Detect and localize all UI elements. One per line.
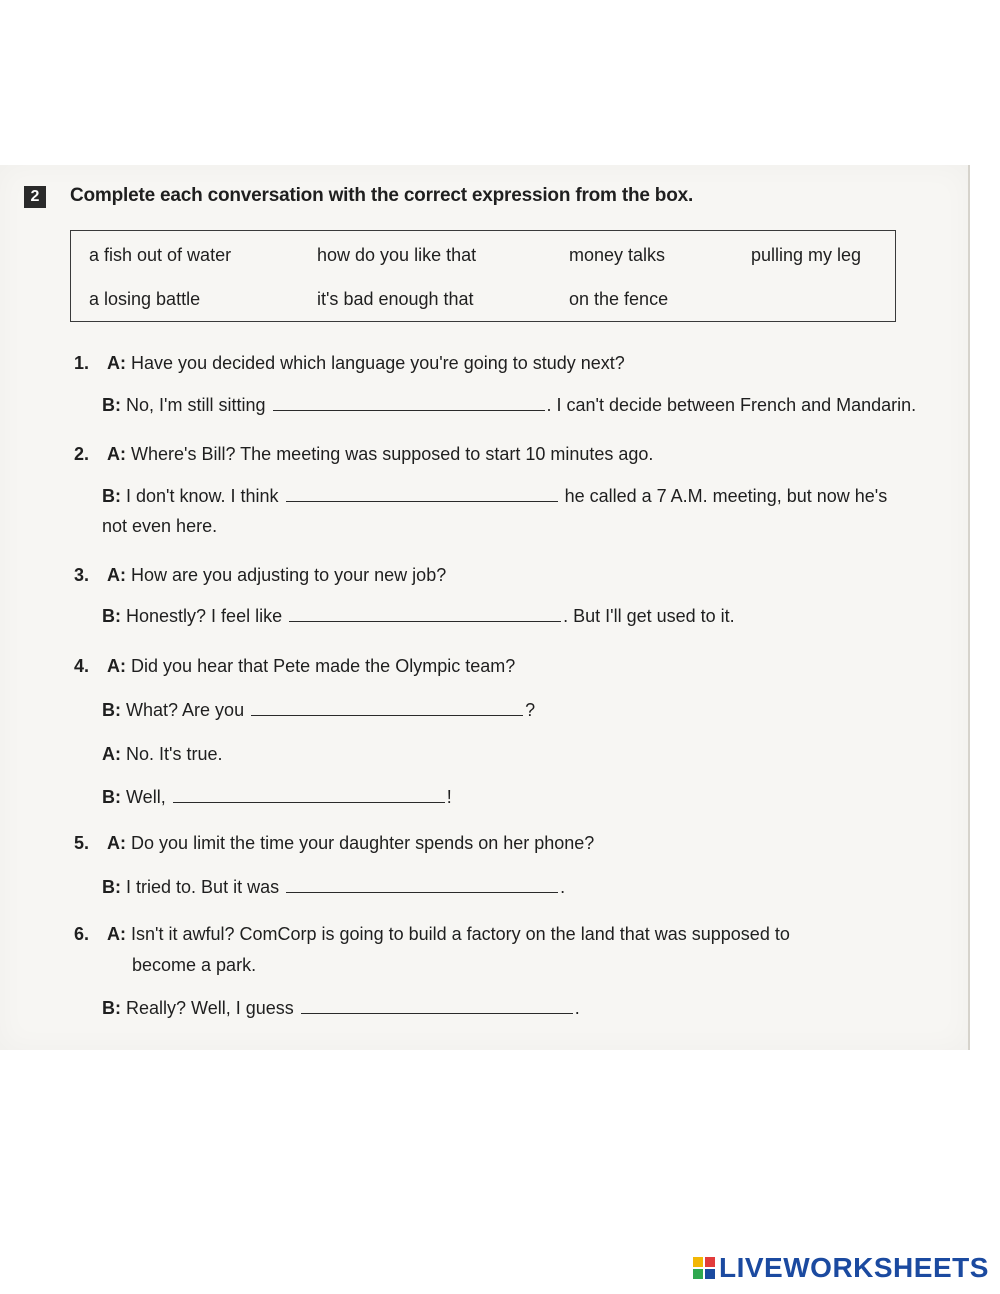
item-3-line-a [74, 565, 446, 586]
expression: money talks [569, 245, 666, 265]
answer-blank[interactable] [289, 607, 561, 622]
exercise-number-badge: 2 [24, 186, 46, 208]
answer-blank[interactable] [286, 878, 558, 893]
answer-blank[interactable] [286, 487, 558, 502]
speaker-a-label: A: [107, 444, 127, 464]
item-number: 2. [74, 444, 90, 464]
line-text: I tried to. But it was [126, 877, 280, 897]
line-text: What? Are you [126, 700, 245, 720]
answer-blank[interactable] [173, 788, 445, 803]
speaker-a-label: A: [107, 565, 127, 585]
line-text: I don't know. I think [126, 486, 279, 506]
item-1-line-a [74, 353, 625, 374]
expression: a losing battle [89, 289, 201, 309]
line-text: . But I'll get used to it. [563, 606, 735, 626]
item-number: 5. [74, 833, 90, 853]
line-text: Did you hear that Pete made the Olympic team? [131, 656, 516, 676]
item-4-line-b [102, 700, 535, 721]
item-2-line-b-cont [102, 516, 217, 537]
line-text: ! [446, 787, 452, 807]
speaker-b-label: B: [102, 395, 121, 415]
expression: it's bad enough that [317, 289, 474, 309]
item-number: 6. [74, 924, 90, 944]
speaker-a-label: A: [102, 744, 121, 764]
item-2-line-a [74, 444, 653, 465]
line-text: become a park. [132, 955, 257, 975]
item-5-line-a [74, 833, 594, 854]
line-text: Isn't it awful? ComCorp is going to build a factory on the land that was supposed to [131, 924, 790, 944]
answer-blank[interactable] [251, 701, 523, 716]
item-3-line-b [102, 606, 735, 627]
line-text: . I can't decide between French and Mandarin. [546, 395, 917, 415]
item-6-line-a [74, 924, 790, 945]
line-text: not even here. [102, 516, 218, 536]
line-text: Where's Bill? The meeting was supposed to start 10 minutes ago. [131, 444, 654, 464]
speaker-b-label: B: [102, 606, 121, 626]
item-5-line-b [102, 877, 565, 898]
speaker-a-label: A: [107, 353, 127, 373]
expression: pulling my leg [751, 245, 862, 265]
expression-box [70, 230, 896, 322]
line-text: Really? Well, I guess [126, 998, 294, 1018]
expression: on the fence [569, 289, 669, 309]
item-4-line-a [74, 656, 515, 677]
speaker-a-label: A: [107, 924, 127, 944]
speaker-b-label: B: [102, 700, 121, 720]
liveworksheets-footer[interactable] [693, 1252, 989, 1284]
item-2-line-b [102, 486, 887, 507]
liveworksheets-brand: LIVEWORKSHEETS [719, 1252, 989, 1283]
speaker-b-label: B: [102, 787, 121, 807]
line-text: Honestly? I feel like [126, 606, 283, 626]
speaker-a-label: A: [107, 833, 127, 853]
speaker-b-label: B: [102, 877, 121, 897]
speaker-b-label: B: [102, 998, 121, 1018]
line-text: Have you decided which language you're going to study next? [131, 353, 625, 373]
line-text: Do you limit the time your daughter spends on her phone? [131, 833, 595, 853]
line-text: How are you adjusting to your new job? [131, 565, 447, 585]
item-4-line-b2 [102, 787, 452, 808]
item-6-line-a-cont [132, 955, 256, 976]
line-text: No. It's true. [126, 744, 223, 764]
item-4-line-a2 [102, 744, 222, 765]
item-6-line-b [102, 998, 580, 1019]
item-number: 1. [74, 353, 90, 373]
item-number: 4. [74, 656, 90, 676]
line-text: . [574, 998, 580, 1018]
line-text: . [560, 877, 566, 897]
line-text: he called a 7 A.M. meeting, but now he's [564, 486, 888, 506]
line-text: No, I'm still sitting [126, 395, 266, 415]
item-number: 3. [74, 565, 90, 585]
answer-blank[interactable] [273, 396, 545, 411]
expression: how do you like that [317, 245, 477, 265]
liveworksheets-logo-icon [693, 1257, 715, 1279]
speaker-a-label: A: [107, 656, 127, 676]
item-1-line-b [102, 395, 916, 416]
expression: a fish out of water [89, 245, 232, 265]
exercise-instruction: Complete each conversation with the correct expression from the box. [70, 185, 694, 206]
line-text: Well, [126, 787, 166, 807]
line-text: ? [525, 700, 536, 720]
speaker-b-label: B: [102, 486, 121, 506]
answer-blank[interactable] [301, 999, 573, 1014]
